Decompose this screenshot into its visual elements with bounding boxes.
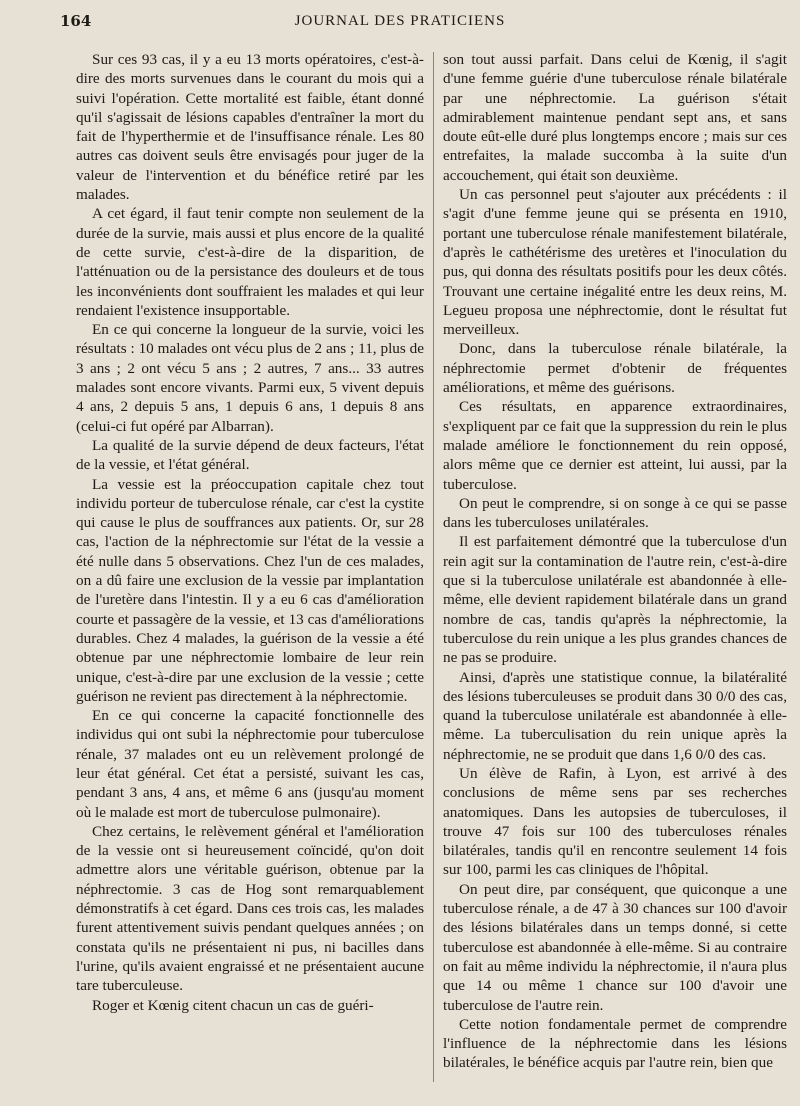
paragraph: Ainsi, d'après une statistique connue, la bilatéralité des lésions tuberculeuses se produit dans 30 0/0 des cas, quand la tuberculose unilatérale est abandonnée à elle-même. La tuberculisation du rein unique après la néphrectomie, ne se produit que dans 1,6 0/0 des cas. xyxy=(443,668,787,763)
paragraph: On peut le comprendre, si on songe à ce qui se passe dans les tuberculoses unilatérales. xyxy=(443,494,787,532)
paragraph: Sur ces 93 cas, il y a eu 13 morts opératoires, c'est-à-dire des morts survenues dans le courant du mois qui a suivi l'opération. Cette mortalité est faible, étant donné qu'il s'agissait de lésions capables d'entraîner la mort du fait de l'hyperthermie et de l'insuffisance rénale. Les 80 autres cas doivent seuls être envisagés pour juger de la valeur de l'intervention et du bénéfice retiré par les malades. xyxy=(76,51,424,204)
paragraph: La qualité de la survie dépend de deux facteurs, l'état de la vessie, et l'état général. xyxy=(76,436,424,474)
paragraph: Roger et Kœnig citent chacun un cas de guéri- xyxy=(92,996,374,1014)
paragraph: En ce qui concerne la longueur de la survie, voici les résultats : 10 malades ont vécu plus de 2 ans ; 11, plus de 3 ans ; 2 ont vécu 5 ans ; 2 autres, 7 ans... 33 autres malades sont encore vivants. Parmi eux, 5 vivent depuis 4 ans, 2 depuis 5 ans, 1 depuis 6 ans, 1 depuis 8 ans (celui-ci fut opéré par Albarran). xyxy=(76,321,424,435)
left-column xyxy=(76,50,424,1100)
paragraph: La vessie est la préoccupation capitale chez tout individu porteur de tuberculose rénale, car c'est la cystite qui cause le plus de souffrances aux patients. Or, sur 28 cas, l'action de la néphrectomie sur l'état de la vessie a été nulle dans 5 observations. Chez l'un de ces malades, on a dû faire une exclusion de la vessie par implantation de l'uretère dans l'intestin. Il y a eu 6 cas d'amélioration courte et passagère de la vessie, et 13 cas d'améliorations durables. Chez 4 malades, la guérison de la vessie a été obtenue par une néphrectomie lombaire de leur rein unique, c'est-à-dire par une exclusion de la vessie ; cette guérison ne revient pas directement à la néphrectomie. xyxy=(76,475,424,705)
paragraph-continued: son tout aussi parfait. Dans celui de Kœnig, il s'agit d'une femme guérie d'une tuberculose rénale bilatérale par une néphrectomie. La guérison s'était admirablement maintenue pendant sept ans, et sans doute eût-elle duré plus longtemps encore ; mais sur ces entrefaites, la malade succomba à la suite d'un accouchement, qui était son deuxième. xyxy=(443,51,787,184)
paragraph: Cette notion fondamentale permet de comprendre l'influence de la néphrectomie dans les lésions bilatérales, le bénéfice acquis par l'autre rein, bien que xyxy=(443,1015,787,1072)
column-divider xyxy=(433,52,434,1082)
paragraph: Ces résultats, en apparence extraordinaires, s'expliquent par ce fait que la suppression du rein le plus malade améliore le fonctionnement du rein opposé, alors même que ce dernier est atteint, lui aussi, par la tuberculose. xyxy=(443,398,787,493)
paragraph: Il est parfaitement démontré que la tuberculose d'un rein agit sur la contamination de l'autre rein, c'est-à-dire que si la tuberculose unilatérale est abandonnée à elle-même, elle devient rapidement bilatérale dans un grand nombre de cas, tandis qu'après la néphrectomie, la tuberculose du rein unique a les plus grandes chances de ne pas se produire. xyxy=(443,533,787,667)
page-number: 164 xyxy=(60,12,92,30)
paragraph: A cet égard, il faut tenir compte non seulement de la durée de la survie, mais aussi et plus encore de la qualité de cette survie, c'est-à-dire de la disparition, de l'atténuation ou de la persistance des douleurs et de tous les inconvénients dont souffraient les malades et qui leur rendaient l'existence insupportable. xyxy=(76,205,424,319)
paragraph: On peut dire, par conséquent, que quiconque a une tuberculose rénale, a de 47 à 30 chances sur 100 d'avoir des lésions bilatérales dans un temps donné, si cette tuberculose est abandonnée à elle-même. Si au contraire on fait au même individu la néphrectomie, il n'aura plus que 14 ou même 1 chance sur 100 d'avoir une tuberculose de l'autre rein. xyxy=(443,880,787,1014)
paragraph: En ce qui concerne la capacité fonctionnelle des individus qui ont subi la néphrectomie pour tuberculose rénale, 37 malades ont eu un relèvement prolongé de leur état général. Cet état a persisté, suivant les cas, pendant 3 ans, 4 ans, et même 6 ans (jusqu'au moment où le malade est mort de tuberculose pulmonaire). xyxy=(76,707,424,821)
page-header xyxy=(0,0,800,36)
paragraph: Chez certains, le relèvement général et l'amélioration de la vessie ont si heureusement coïncidé, qu'on doit admettre alors une véritable guérison, obtenue par la néphrectomie. 3 cas de Hog sont remarquablement démonstratifs à cet égard. Dans ces trois cas, les malades furent attentivement suivis pendant quelques années ; on constata qu'ils ne présentaient ni pus, ni bacilles dans l'urine, qu'ils avaient engraissé et ne présentaient aucune tare tuberculeuse. xyxy=(76,822,424,995)
right-column xyxy=(443,50,787,1100)
running-title: JOURNAL DES PRATICIENS xyxy=(294,13,506,29)
paragraph: Un élève de Rafin, à Lyon, est arrivé à des conclusions de même sens par ses recherches anatomiques. Dans les autopsies de tuberculoses, il trouve 47 fois sur 100 des tuberculoses rénales bilatérales, tandis qu'il en rencontre seulement 14 fois sur 100, parmi les cas cliniques de l'hôpital. xyxy=(443,764,787,879)
paragraph: Donc, dans la tuberculose rénale bilatérale, la néphrectomie permet d'obtenir de fréquentes améliorations, et même des guérisons. xyxy=(443,340,787,397)
paragraph: Un cas personnel peut s'ajouter aux précédents : il s'agit d'une femme jeune qui se présenta en 1910, portant une tuberculose rénale manifestement bilatérale, d'après le cathétérisme des uretères et l'inoculation du pus, qui donna des résultats positifs pour les deux côtés. Trouvant une certaine inégalité entre les deux reins, M. Legueu proposa une néphrectomie, dont le résultat fut merveilleux. xyxy=(443,186,787,339)
